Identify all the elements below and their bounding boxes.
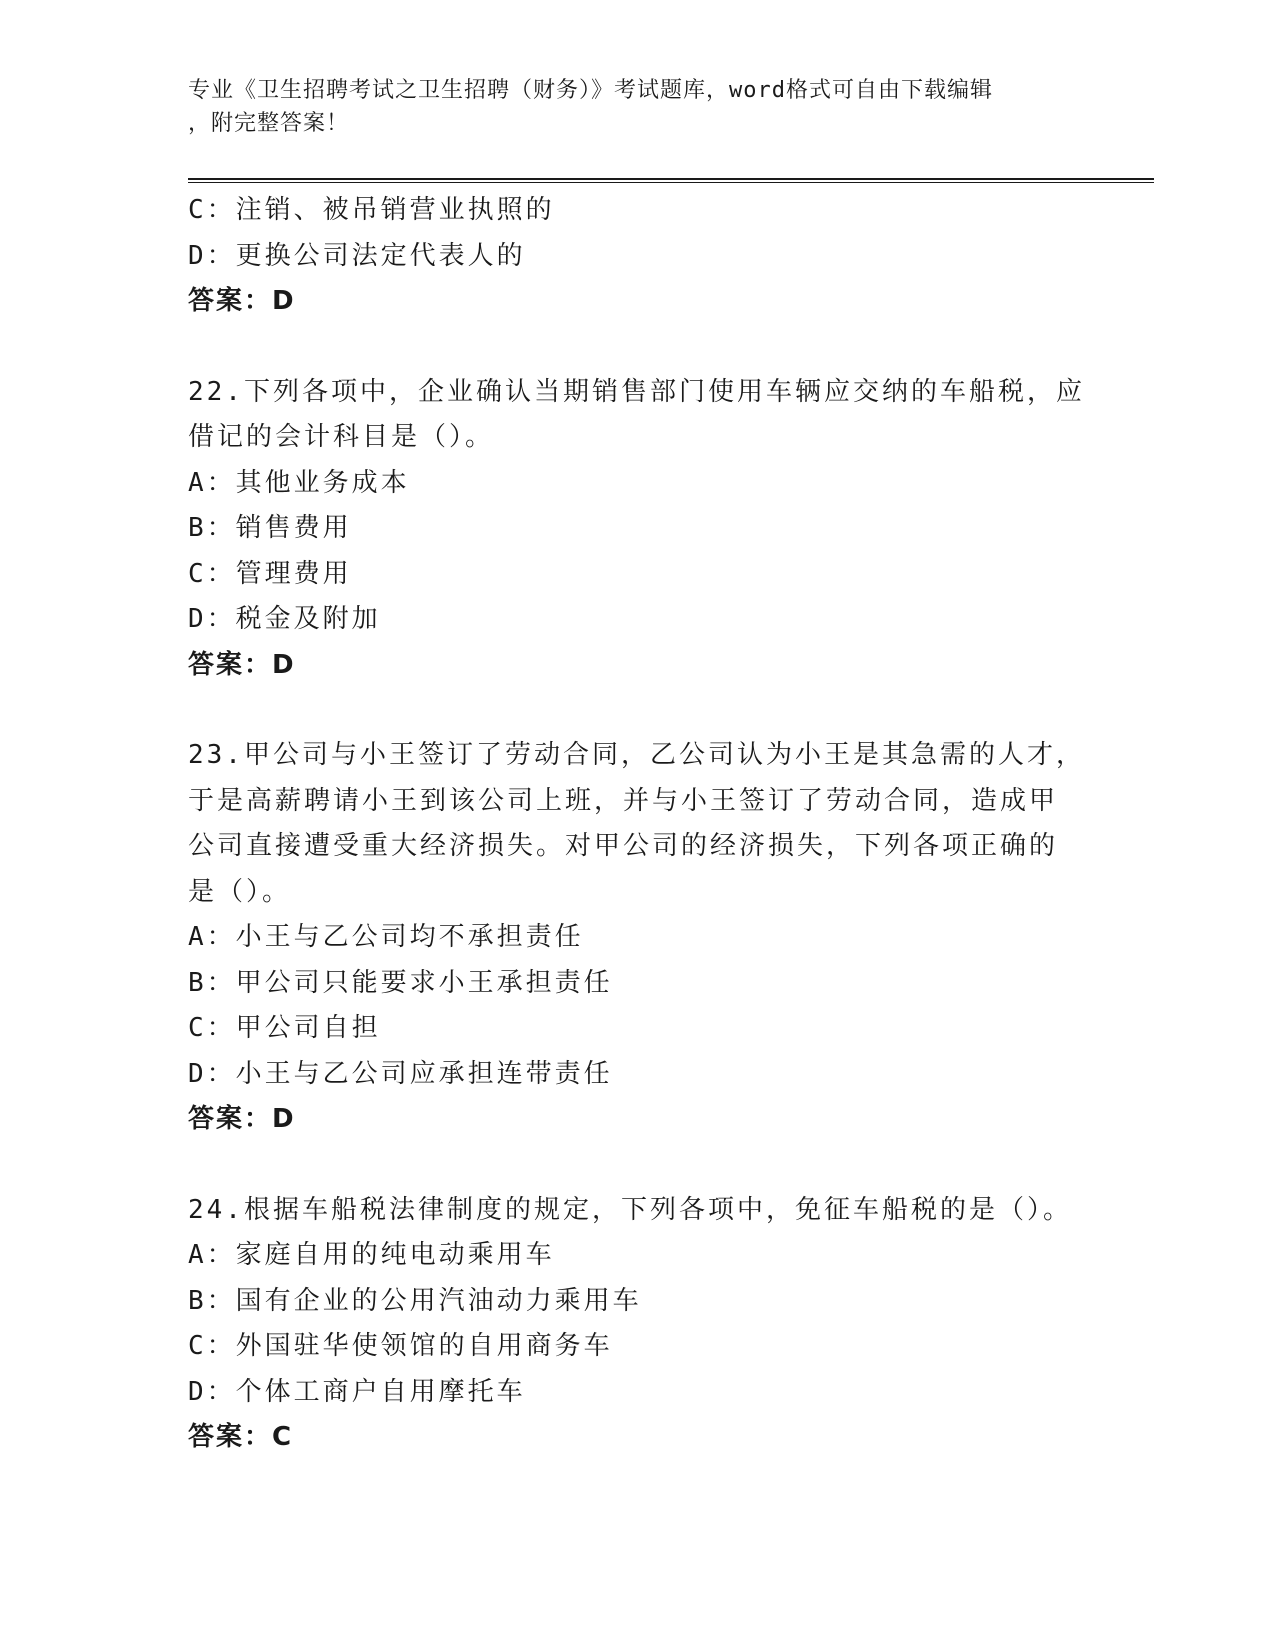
question-stem-line: 22.下列各项中，企业确认当期销售部门使用车辆应交纳的车船税，应 — [188, 376, 1085, 407]
question-stem-line: 24.根据车船税法律制度的规定，下列各项中，免征车船税的是（）。 — [188, 1194, 1072, 1225]
option-d: D：小王与乙公司应承担连带责任 — [188, 1058, 613, 1089]
question-spacer — [188, 688, 1088, 733]
question-stem-line: 公司直接遭受重大经济损失。对甲公司的经济损失，下列各项正确的 — [188, 831, 1059, 861]
header-title-line-2: ，附完整答案！ — [188, 111, 350, 136]
option-a: A：其他业务成本 — [188, 467, 410, 498]
option-c: C：管理费用 — [188, 558, 352, 589]
option-d: D：税金及附加 — [188, 604, 381, 634]
question-24 — [188, 1188, 1088, 1461]
question-stem-line: 是（）。 — [188, 876, 292, 907]
question-stem-line: 23.甲公司与小王签订了劳动合同，乙公司认为小王是其急需的人才， — [188, 740, 1085, 770]
previous-question — [188, 188, 1088, 325]
option-d: D：个体工商户自用摩托车 — [188, 1376, 526, 1407]
answer-line: 答案：D — [188, 1104, 296, 1134]
question-spacer — [188, 325, 1088, 370]
answer-line: 答案：D — [188, 286, 296, 316]
header-title-line-1: 专业《卫生招聘考试之卫生招聘（财务）》考试题库，word格式可自由下载编辑 — [188, 78, 993, 103]
option-b: B：国有企业的公用汽油动力乘用车 — [188, 1285, 642, 1316]
option-a: A：家庭自用的纯电动乘用车 — [188, 1240, 555, 1270]
question-stem-line: 借记的会计科目是（）。 — [188, 422, 495, 452]
option-c: C：注销、被吊销营业执照的 — [188, 195, 555, 225]
answer-line: 答案：D — [188, 649, 296, 680]
option-a: A：小王与乙公司均不承担责任 — [188, 922, 584, 952]
question-22 — [188, 370, 1088, 689]
option-d: D：更换公司法定代表人的 — [188, 240, 526, 271]
question-spacer — [188, 1143, 1088, 1188]
header-divider — [188, 178, 1154, 183]
question-stem-line: 于是高薪聘请小王到该公司上班，并与小王签订了劳动合同，造成甲 — [188, 785, 1059, 816]
question-list — [188, 188, 1088, 1461]
answer-line: 答案：C — [188, 1422, 294, 1452]
option-c: C：甲公司自担 — [188, 1013, 381, 1043]
document-header — [188, 74, 1068, 140]
question-23 — [188, 733, 1088, 1143]
option-c: C：外国驻华使领馆的自用商务车 — [188, 1331, 613, 1361]
option-b: B：销售费用 — [188, 513, 352, 543]
option-b: B：甲公司只能要求小王承担责任 — [188, 967, 613, 998]
